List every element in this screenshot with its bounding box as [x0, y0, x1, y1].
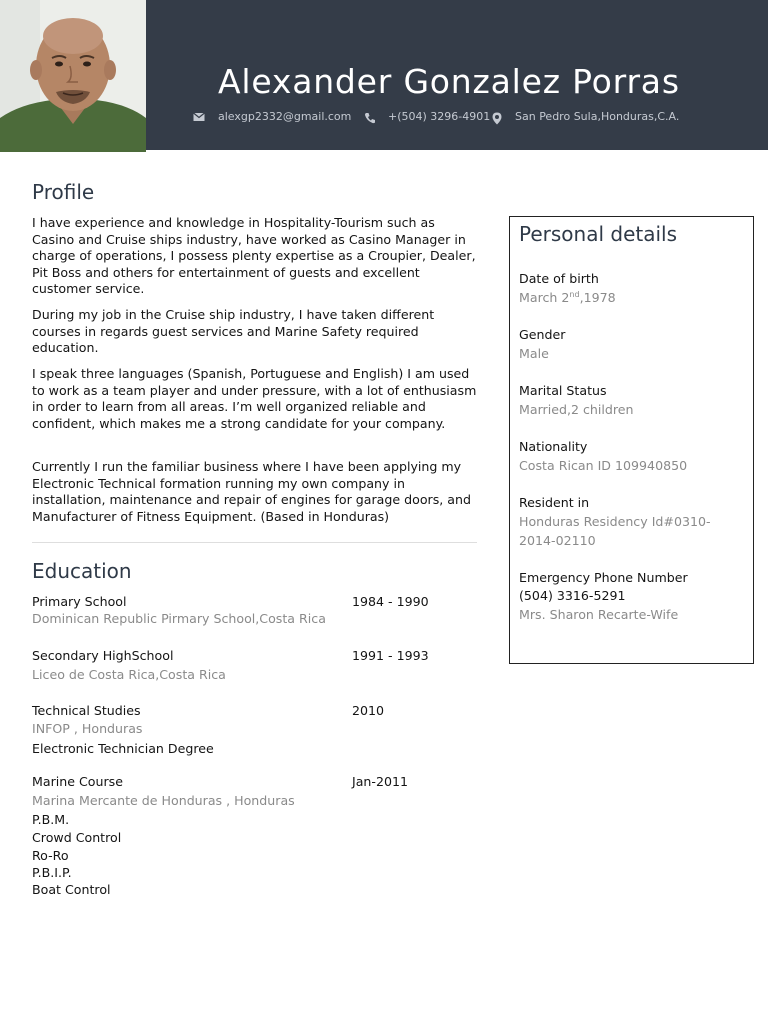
- envelope-icon: [193, 112, 205, 122]
- education-detail: P.B.M.: [32, 812, 70, 827]
- dob-label: Date of birth: [519, 271, 599, 286]
- resident-label: Resident in: [519, 495, 590, 510]
- nationality-label: Nationality: [519, 439, 588, 454]
- phone-icon: [364, 112, 376, 124]
- emergency-contact-name: Mrs. Sharon Recarte-Wife: [519, 607, 679, 622]
- education-institution: INFOP , Honduras: [32, 721, 143, 736]
- education-title: Technical Studies: [32, 703, 141, 718]
- dob-value: [519, 288, 616, 307]
- education-heading: Education: [32, 559, 132, 583]
- education-years: 1991 - 1993: [352, 648, 429, 663]
- profile-paragraph: I have experience and knowledge in Hospitality-Tourism such as Casino and Cruise ships industry, have worked as Casino Manager in charge of operations, I possess plenty expertise as a Croupier, Dealer, Pit Boss and others for entertainment of guests and excellent customer service.: [32, 215, 476, 296]
- education-detail: P.B.I.P.: [32, 865, 72, 880]
- education-title: Primary School: [32, 594, 127, 609]
- section-divider: [32, 542, 477, 543]
- emergency-phone-number[interactable]: (504) 3316-5291: [519, 588, 626, 603]
- location-text: San Pedro Sula,Honduras,C.A.: [515, 110, 680, 123]
- education-detail: Crowd Control: [32, 830, 122, 845]
- education-title: Secondary HighSchool: [32, 648, 174, 663]
- marital-status-label: Marital Status: [519, 383, 607, 398]
- education-title: Marine Course: [32, 774, 123, 789]
- email-link[interactable]: alexgp2332@gmail.com: [218, 110, 352, 123]
- portrait-image: [0, 0, 146, 152]
- education-detail: Boat Control: [32, 882, 111, 897]
- phone-number[interactable]: +(504) 3296-4901: [388, 110, 491, 123]
- education-years: Jan-2011: [352, 774, 409, 789]
- candidate-name: Alexander Gonzalez Porras: [218, 62, 680, 101]
- education-institution: Marina Mercante de Honduras , Honduras: [32, 793, 295, 808]
- marital-status-value: Married,2 children: [519, 402, 634, 417]
- map-pin-icon: [492, 112, 502, 125]
- dob-suffix: nd: [569, 290, 580, 299]
- nationality-value: Costa Rican ID 109940850: [519, 458, 688, 473]
- resident-value-line2: 2014-02110: [519, 533, 596, 548]
- education-institution: Dominican Republic Pirmary School,Costa Rica: [32, 611, 326, 626]
- education-detail: Electronic Technician Degree: [32, 741, 214, 756]
- emergency-phone-label: Emergency Phone Number: [519, 570, 688, 585]
- dob-month: March 2: [519, 290, 570, 305]
- profile-paragraph: I speak three languages (Spanish, Portuguese and English) I am used to work as a team player and under pressure, with a lot of enthusiasm in order to learn from all areas. I’m well organized reliable and confident, which makes me a strong candidate for your company.: [32, 366, 477, 431]
- dob-year: ,1978: [579, 290, 616, 305]
- profile-heading: Profile: [32, 180, 95, 204]
- gender-label: Gender: [519, 327, 566, 342]
- personal-details-heading: Personal details: [519, 222, 678, 246]
- education-years: 2010: [352, 703, 385, 718]
- education-detail: Ro-Ro: [32, 848, 69, 863]
- education-years: 1984 - 1990: [352, 594, 429, 609]
- profile-paragraph: Currently I run the familiar business where I have been applying my Electronic Technical formation running my own company in installation, maintenance and repair of engines for garage doors, and Manufacturer of Fitness Equipment. (Based in Honduras): [32, 459, 471, 524]
- profile-photo: [0, 0, 146, 152]
- education-institution: Liceo de Costa Rica,Costa Rica: [32, 667, 226, 682]
- gender-value: Male: [519, 346, 549, 361]
- profile-paragraph: During my job in the Cruise ship industry, I have taken different courses in regards guest services and Marine Safety required education.: [32, 307, 435, 355]
- resident-value-line1: Honduras Residency Id#0310-: [519, 514, 711, 529]
